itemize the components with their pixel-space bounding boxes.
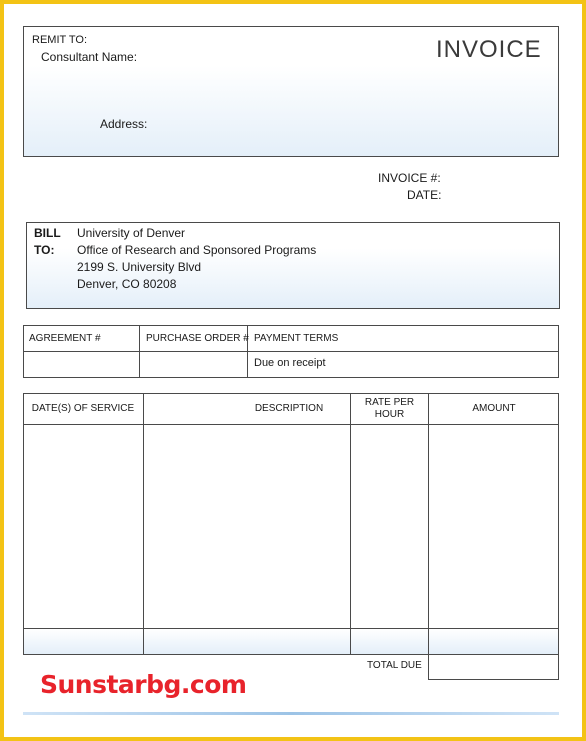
bill-to-line: University of Denver	[77, 226, 186, 240]
description-header: DESCRIPTION	[254, 403, 324, 414]
bill-to-line: Denver, CO 80208	[77, 277, 177, 291]
items-table	[23, 393, 559, 655]
consultant-name-label: Consultant Name:	[41, 50, 138, 64]
total-due-box	[428, 654, 559, 680]
to-label: TO:	[34, 243, 55, 257]
rate-per-header-line1: RATE PER	[364, 397, 415, 408]
items-table-footer-row	[24, 629, 558, 654]
items-col-divider	[350, 393, 351, 655]
remit-to-label: REMIT TO:	[32, 34, 88, 46]
total-due-label: TOTAL DUE	[367, 660, 422, 671]
agreement-header: AGREEMENT #	[29, 333, 101, 344]
bill-to-line: Office of Research and Sponsored Programs	[77, 243, 317, 257]
invoice-number-label: INVOICE #:	[378, 171, 441, 185]
terms-col-divider	[139, 325, 140, 378]
terms-table-divider	[23, 351, 559, 352]
footer-bar	[23, 712, 559, 715]
bill-to-line: 2199 S. University Blvd	[77, 260, 202, 274]
items-table-header-divider	[23, 424, 559, 425]
amount-header: AMOUNT	[472, 403, 516, 414]
items-col-divider	[143, 393, 144, 655]
purchase-order-header: PURCHASE ORDER #	[146, 333, 249, 344]
items-table-footer-divider	[23, 628, 559, 629]
payment-terms-header: PAYMENT TERMS	[254, 333, 339, 344]
date-label: DATE:	[407, 188, 442, 202]
invoice-title: INVOICE	[436, 36, 542, 63]
rate-per-header-line2: HOUR	[374, 409, 405, 420]
bill-label: BILL	[34, 226, 61, 240]
address-label: Address:	[100, 117, 148, 131]
payment-terms-value: Due on receipt	[254, 357, 326, 369]
dates-of-service-header: DATE(S) OF SERVICE	[31, 403, 135, 414]
watermark-text: Sunstarbg.com	[40, 670, 247, 699]
items-col-divider	[428, 393, 429, 655]
invoice-page	[4, 4, 582, 737]
